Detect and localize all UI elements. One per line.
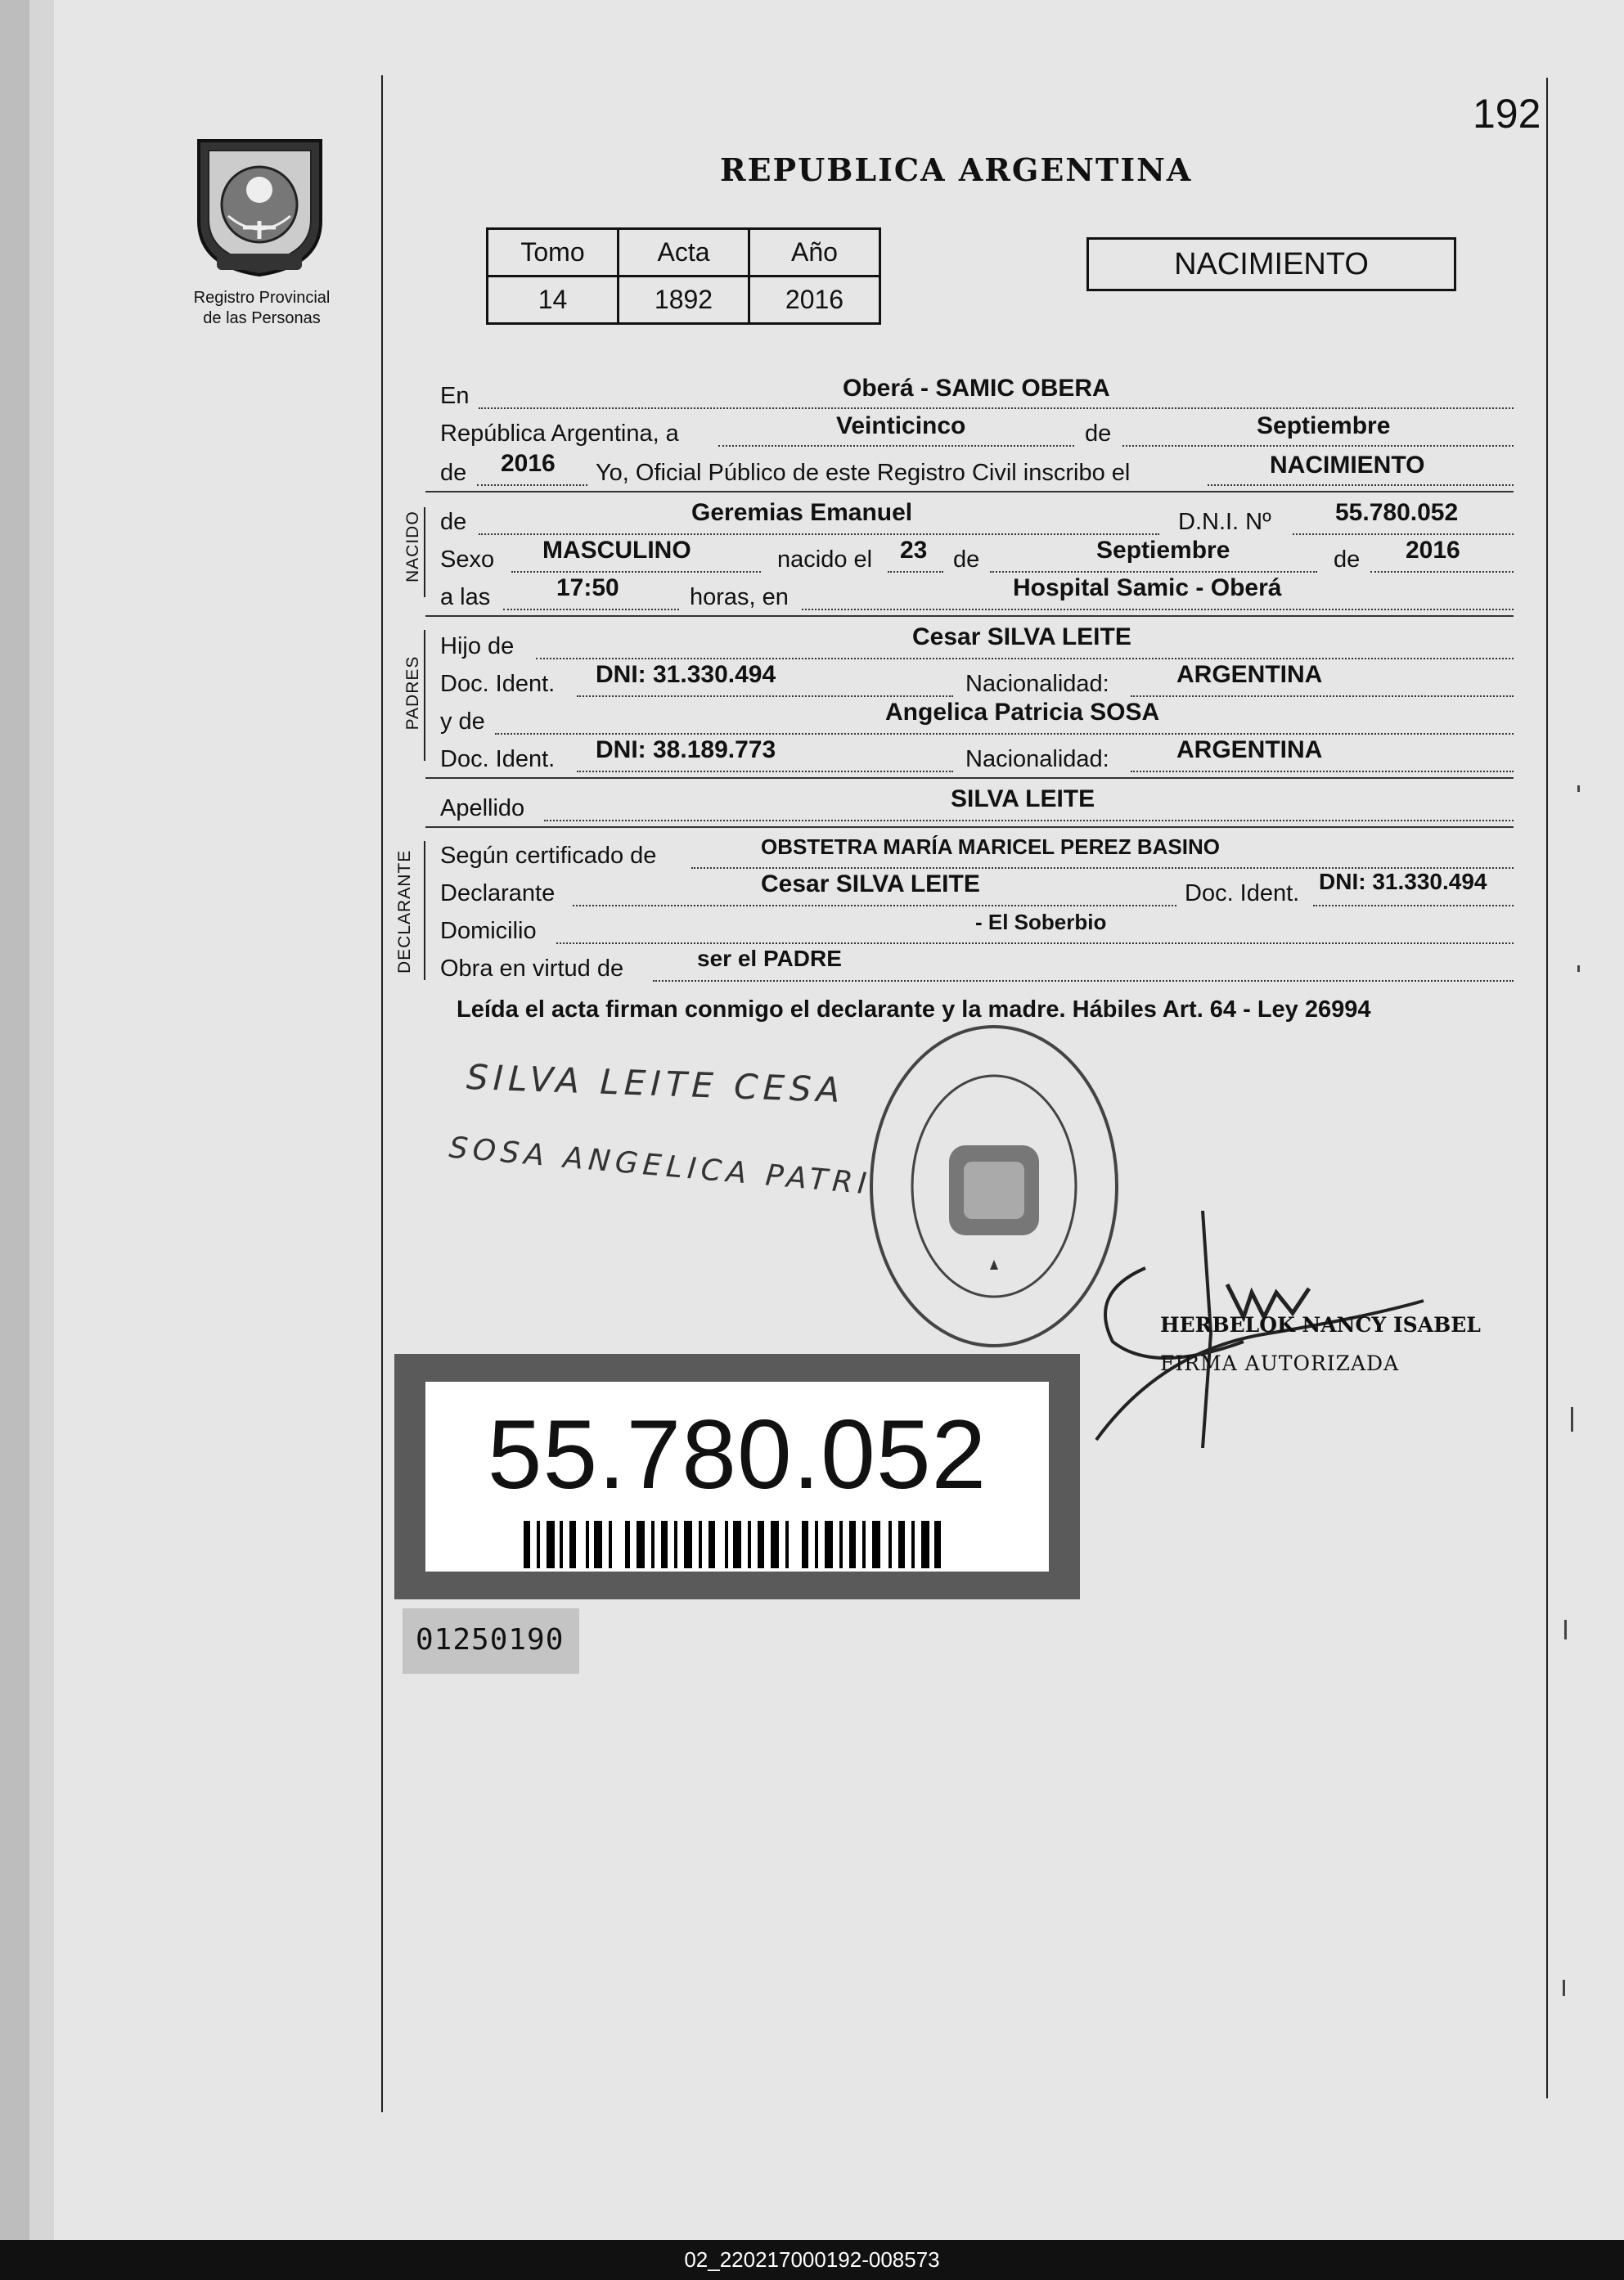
- dotted-line: [536, 658, 1514, 659]
- dotted-line: [544, 820, 1514, 821]
- hours-label: horas, en: [690, 584, 789, 610]
- official-title: FIRMA AUTORIZADA: [1160, 1351, 1400, 1375]
- surname-label: Apellido: [440, 795, 525, 821]
- dotted-line: [888, 571, 943, 573]
- dotted-line: [495, 733, 1514, 735]
- mother-name: Angelica Patricia SOSA: [885, 699, 1160, 726]
- declarant-signature: SILVA LEITE CESA: [466, 1056, 846, 1111]
- scan-mark: [1564, 1620, 1567, 1639]
- section-divider: [425, 777, 1514, 779]
- dotted-line: [1313, 905, 1514, 906]
- anio-header: Año: [749, 229, 880, 277]
- father-doc-label: Doc. Ident.: [440, 671, 556, 697]
- dotted-line: [477, 484, 587, 486]
- scan-mark: [1577, 965, 1580, 972]
- declarant-doc: DNI: 31.330.494: [1319, 869, 1487, 894]
- father-name: Cesar SILVA LEITE: [912, 623, 1131, 650]
- declarant-label: Declarante: [440, 880, 556, 906]
- dotted-line: [577, 695, 953, 697]
- mother-label: y de: [440, 708, 485, 735]
- declarant-name: Cesar SILVA LEITE: [761, 870, 980, 897]
- dotted-line: [479, 407, 1514, 409]
- closing-statement: Leída el acta firman conmigo el declarante y la madre. Hábiles Art. 64 - Ley 26994: [457, 996, 1371, 1023]
- sex-label: Sexo: [440, 546, 495, 573]
- child-dni: 55.780.052: [1335, 499, 1459, 526]
- father-nationality: ARGENTINA: [1176, 661, 1323, 688]
- declarant-doc-label: Doc. Ident.: [1185, 880, 1300, 906]
- birth-day: 23: [900, 537, 928, 564]
- birth-de-label: de: [953, 546, 980, 573]
- registry-statement: Yo, Oficial Público de este Registro Civil inscribo el: [596, 460, 1131, 486]
- dotted-line: [1208, 484, 1514, 486]
- birth-time: 17:50: [556, 574, 619, 601]
- section-divider: [425, 826, 1514, 828]
- certificate-label: Según certificado de: [440, 843, 657, 869]
- dotted-line: [503, 609, 679, 610]
- born-on-label: nacido el: [777, 546, 873, 573]
- dotted-line: [479, 533, 1159, 535]
- dotted-line: [1131, 771, 1514, 772]
- child-de-label: de: [440, 509, 467, 535]
- mother-nationality-label: Nacionalidad:: [965, 746, 1109, 772]
- official-name: HERBELOK NANCY ISABEL: [1160, 1313, 1481, 1337]
- mother-nationality: ARGENTINA: [1176, 736, 1323, 763]
- page-number: 192: [1473, 91, 1541, 137]
- born-bracket-line: [424, 507, 425, 597]
- left-margin-line: [381, 75, 383, 2112]
- capacity-value: ser el PADRE: [697, 946, 842, 971]
- act-value: NACIMIENTO: [1270, 452, 1425, 479]
- parents-side-label: PADRES: [403, 655, 422, 731]
- tomo-value: 14: [488, 277, 619, 324]
- parents-bracket-line: [424, 630, 425, 761]
- registry-label-line-2: de las Personas: [203, 309, 321, 327]
- tomo-header: Tomo: [488, 229, 619, 277]
- scan-mark: [1563, 1980, 1565, 1996]
- child-dni-label: D.N.I. Nº: [1178, 509, 1271, 535]
- father-label: Hijo de: [440, 633, 515, 659]
- day-value: Veinticinco: [836, 412, 966, 439]
- declarant-bracket-line: [424, 841, 425, 980]
- date-de-label: de: [1085, 420, 1112, 447]
- dotted-line: [511, 571, 761, 573]
- mother-doc: DNI: 38.189.773: [596, 736, 776, 763]
- acta-header: Acta: [619, 229, 749, 277]
- serial-box: [403, 1608, 579, 1674]
- footer-id: 02_220217000192-008573: [0, 2240, 1624, 2280]
- born-side-label: NACIDO: [403, 510, 422, 582]
- dotted-line: [577, 771, 953, 772]
- record-table-value-row: [488, 277, 880, 324]
- barcode-icon: [524, 1521, 941, 1568]
- dotted-line: [1293, 533, 1514, 535]
- dotted-line: [653, 980, 1514, 982]
- place-label: En: [440, 383, 470, 409]
- registry-label: [172, 288, 352, 329]
- dotted-line: [1122, 445, 1514, 447]
- dotted-line: [556, 942, 1514, 944]
- section-divider: [425, 615, 1514, 617]
- country-title: REPUBLICA ARGENTINA: [720, 151, 1193, 188]
- right-margin-line: [1546, 78, 1548, 2098]
- capacity-label: Obra en virtud de: [440, 956, 624, 982]
- sticker-dni-number: 55.780.052: [487, 1400, 987, 1509]
- dotted-line: [802, 609, 1514, 610]
- sticker-label: [425, 1382, 1049, 1572]
- mother-signature: SOSA ANGELICA PATRI: [448, 1131, 873, 1202]
- scan-mark: [1571, 1407, 1573, 1432]
- surname-value: SILVA LEITE: [951, 785, 1095, 812]
- left-binding-edge: [0, 0, 29, 2240]
- record-table-header-row: [488, 229, 880, 277]
- year-de-label: de: [440, 460, 467, 486]
- anio-value: 2016: [749, 277, 880, 324]
- record-table: [486, 227, 881, 325]
- section-divider: [425, 491, 1514, 492]
- sex-value: MASCULINO: [542, 537, 691, 564]
- dni-security-sticker: [394, 1354, 1080, 1599]
- father-doc: DNI: 31.330.494: [596, 661, 776, 688]
- birth-month: Septiembre: [1096, 537, 1230, 564]
- declarant-side-label: DECLARANTE: [395, 849, 414, 974]
- dotted-line: [1131, 695, 1514, 697]
- month-value: Septiembre: [1257, 412, 1391, 439]
- year-value: 2016: [501, 450, 556, 477]
- mother-doc-label: Doc. Ident.: [440, 746, 556, 772]
- dotted-line: [1370, 571, 1514, 573]
- dotted-line: [573, 905, 1176, 906]
- dotted-line: [718, 445, 1074, 447]
- registry-label-line-1: Registro Provincial: [193, 289, 331, 307]
- domicile-value: - El Soberbio: [975, 910, 1107, 934]
- scan-mark: [1577, 785, 1580, 792]
- acta-value: 1892: [619, 277, 749, 324]
- province-seal-icon: [192, 131, 327, 278]
- birth-place: Hospital Samic - Oberá: [1013, 574, 1282, 601]
- dotted-line: [990, 571, 1317, 573]
- birth-de-label-2: de: [1334, 546, 1361, 573]
- time-label: a las: [440, 584, 491, 610]
- father-nationality-label: Nacionalidad:: [965, 671, 1109, 697]
- left-page-shadow: [29, 0, 54, 2240]
- certificate-value: OBSTETRA MARÍA MARICEL PEREZ BASINO: [761, 834, 1220, 859]
- place-value: Oberá - SAMIC OBERA: [843, 375, 1110, 402]
- date-label: República Argentina, a: [440, 420, 679, 447]
- serial-number: 01250190: [416, 1623, 565, 1657]
- child-name: Geremias Emanuel: [691, 499, 913, 526]
- domicile-label: Domicilio: [440, 918, 537, 944]
- record-type-box: NACIMIENTO: [1086, 237, 1456, 291]
- birth-year: 2016: [1406, 537, 1460, 564]
